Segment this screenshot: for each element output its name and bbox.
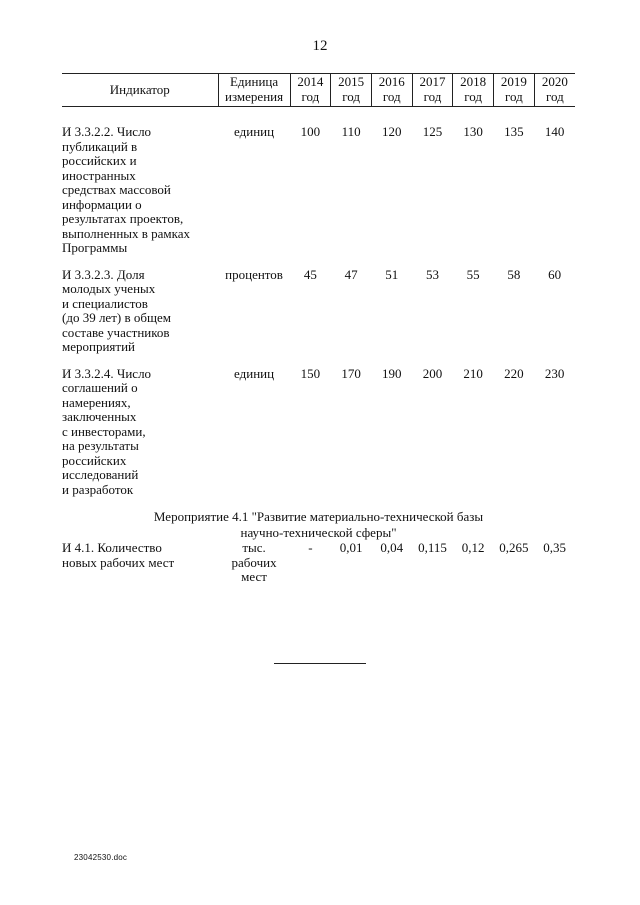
indicator-name-line: (до 39 лет) в общем [62,310,171,325]
header-year-suffix: год [545,88,564,104]
value-cell: 0,115 [418,540,447,555]
header-year-suffix: год [464,88,483,104]
value-cell: 230 [544,365,565,381]
value-cell: 60 [548,266,562,282]
header-year: 2017 [419,74,446,89]
indicator-name-line: публикаций в [62,138,138,154]
indicator-name-line: соглашений о [62,380,138,395]
indicator-name-line: И 3.3.2.4. Число [62,365,152,381]
unit-cell [218,125,290,256]
indicator-name-line: российских [62,452,127,468]
indicator-name-line: результатах проектов, [62,211,184,226]
value-cell: 170 [341,365,361,381]
unit-cell [218,367,290,498]
value-cell: 190 [382,365,402,381]
table-row [62,125,575,256]
value-cell: 135 [504,124,524,139]
unit-cell [218,541,290,585]
header-year: 2019 [500,74,527,89]
indicator-name [62,268,218,355]
indicator-name-line: заключенных [62,409,137,424]
indicator-name-line: исследований [62,467,139,482]
header-year-suffix: год [382,88,401,104]
header-unit-line: Единица [229,74,279,89]
section-title-line: Мероприятие 4.1 "Развитие материально-технической базы [153,509,484,524]
indicator-name [62,367,218,498]
indicator-name-line: И 3.3.2.3. Доля [62,266,145,282]
end-rule [274,663,366,664]
header-year-2017 [412,74,453,107]
unit-line: единиц [234,365,275,381]
value-cell: 58 [507,266,521,282]
unit-line: процентов [225,266,283,282]
value-cell: 45 [303,266,317,282]
indicator-name [62,125,218,256]
indicator-name-line: намерениях, [62,394,131,410]
unit-line: тыс. [242,540,266,555]
value-cell: 47 [344,266,358,282]
value-cell: 130 [463,124,483,139]
header-year: 2014 [297,74,324,89]
indicator-name [62,541,218,585]
indicator-name-line: и специалистов [62,295,148,311]
indicator-name-line: Программы [62,240,128,255]
value-cell: 100 [300,124,321,139]
indicator-name-line: составе участников [62,324,170,340]
indicator-name-line: молодых ученых [62,281,156,296]
indicator-name-line: И 4.1. Количество [62,540,162,555]
table-row [62,367,575,498]
value-cell: 125 [422,124,443,139]
header-year: 2020 [541,74,568,89]
value-cell: 110 [341,124,361,139]
value-cell: 55 [466,266,480,282]
indicator-name-line: с инвесторами, [62,423,146,439]
header-year-2015 [331,74,372,107]
indicator-name-line: российских и [62,153,137,168]
indicator-name-line: средствах массовой [62,182,171,197]
header-year: 2015 [338,74,365,89]
value-cell: 200 [422,365,443,381]
header-year-suffix: год [504,88,523,104]
unit-line: рабочих [231,554,277,570]
value-cell: 140 [544,124,565,139]
indicator-name-line: новых рабочих мест [62,554,175,570]
value-cell: 0,35 [543,540,566,555]
section-row [62,509,575,541]
header-year-2016 [371,74,412,107]
value-cell: 0,04 [380,540,404,555]
value-cell: 0,01 [339,540,363,555]
section-title [62,509,575,541]
header-year: 2018 [460,74,487,89]
table-body [62,107,575,585]
header-indicator: Индикатор [62,74,218,107]
header-year-suffix: год [342,88,360,104]
unit-cell [218,268,290,355]
indicator-name-line: иностранных [62,167,136,183]
value-cell: 53 [425,266,439,282]
header-unit [218,74,290,107]
value-cell: - [308,540,313,555]
unit-line: мест [241,569,267,584]
section-title-line: научно-технической сферы" [240,525,397,540]
value-cell: 210 [463,365,483,381]
value-cell: 150 [300,365,321,381]
value-cell: 120 [382,124,402,139]
indicator-table [62,73,575,585]
header-year-suffix: год [301,88,320,104]
value-cell: 220 [504,365,524,381]
doc-reference: 23042530.doc [74,853,128,862]
indicator-name-line: на результаты [62,438,139,453]
header-year-2014 [290,74,331,107]
unit-line: единиц [234,124,275,139]
table-row [62,268,575,355]
header-unit-line: измерения [225,88,284,104]
indicator-name-line: мероприятий [62,339,135,354]
header-year-2020 [534,74,575,107]
table-header-row [62,74,575,107]
indicator-name-line: И 3.3.2.2. Число [62,124,152,139]
value-cell: 0,12 [461,540,485,555]
value-cell: 0,265 [499,540,529,555]
indicator-name-line: информации о [62,196,142,212]
header-year-2019 [494,74,535,107]
page-number: 12 [312,38,328,54]
header-year-suffix: год [423,88,442,104]
header-year: 2016 [378,74,405,89]
table-row [62,541,575,585]
indicator-name-line: и разработок [62,481,134,497]
value-cell: 51 [385,266,399,282]
indicator-name-line: выполненных в рамках [62,225,191,241]
header-year-2018 [453,74,494,107]
